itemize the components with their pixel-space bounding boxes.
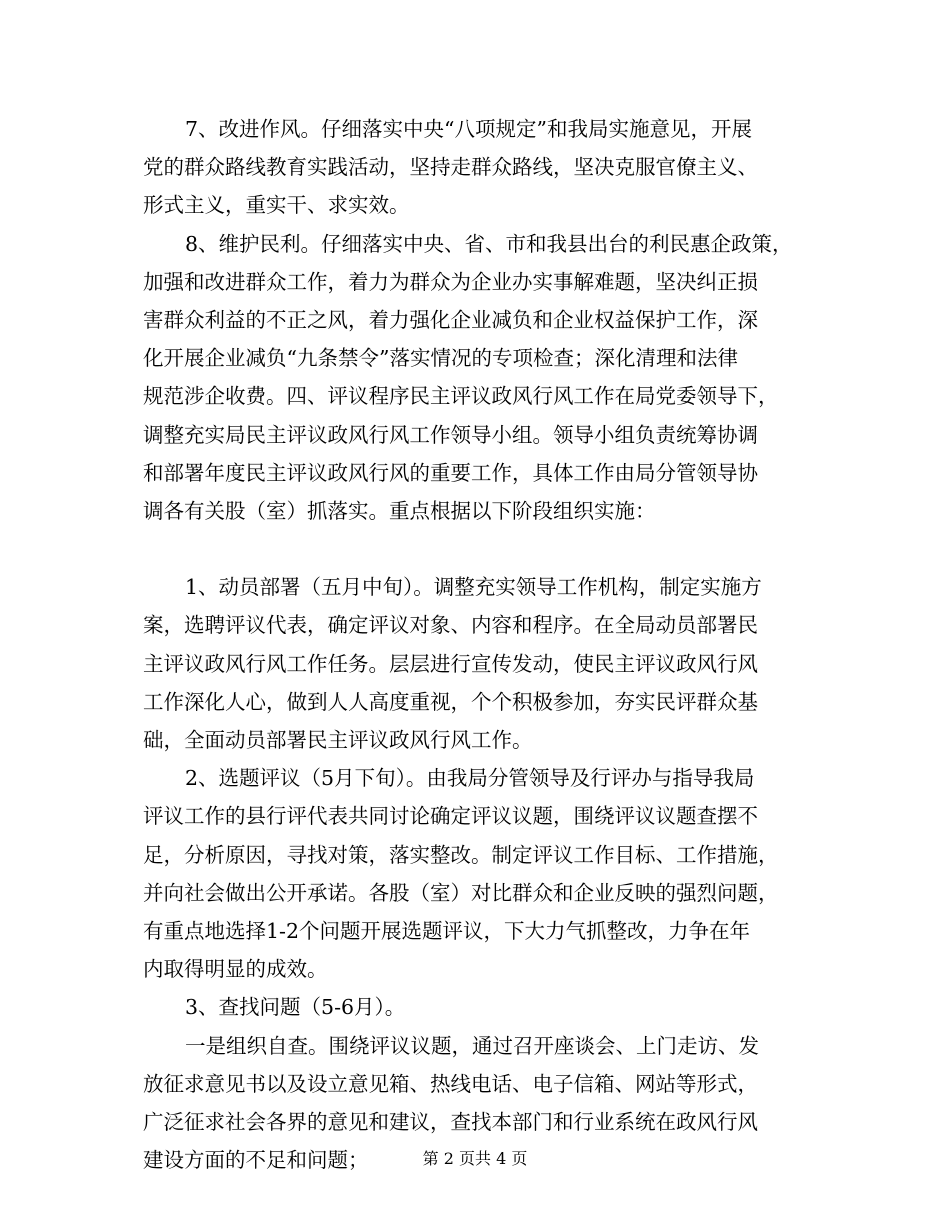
text-line: 8、维护民利。仔细落实中央、省、市和我县出台的利民惠企政策， xyxy=(185,231,793,256)
text-line: 调整充实局民主评议政风行风工作领导小组。领导小组负责统筹协调 xyxy=(143,422,758,447)
text-line: 一是组织自查。围绕评议议题，通过召开座谈会、上门走访、发 xyxy=(185,1033,759,1058)
text-line: 有重点地选择1-2个问题开展选题评议，下大力气抓整改，力争在年 xyxy=(143,918,751,943)
text-line: 础，全面动员部署民主评议政风行风工作。 xyxy=(143,728,533,752)
text-line: 调各有关股（室）抓落实。重点根据以下阶段组织实施： xyxy=(143,498,656,523)
text-line: 工作深化人心，做到人人高度重视，个个积极参加，夯实民评群众基 xyxy=(143,689,758,714)
text-line: 2、选题评议（5月下旬）。由我局分管领导及行评办与指导我局 xyxy=(185,766,755,791)
text-line: 足，分析原因，寻找对策，落实整改。制定评议工作目标、工作措施， xyxy=(143,842,779,867)
text-line: 广泛征求社会各界的意见和建议，查找本部门和行业系统在政风行风 xyxy=(143,1109,758,1134)
text-line: 放征求意见书以及设立意见箱、热线电话、电子信箱、网站等形式， xyxy=(143,1071,758,1096)
text-line: 党的群众路线教育实践活动，坚持走群众路线，坚决克服官僚主义、 xyxy=(143,155,758,180)
text-line: 评议工作的县行评代表共同讨论确定评议议题，围绕评议议题查摆不 xyxy=(143,804,758,829)
paragraph-3-find-problems xyxy=(143,988,823,1026)
text-line: 主评议政风行风工作任务。层层进行宣传发动，使民主评议政风行风 xyxy=(143,651,758,676)
text-line: 加强和改进群众工作，着力为群众为企业办实事解难题，坚决纠正损 xyxy=(143,269,758,294)
text-line: 内取得明显的成效。 xyxy=(143,957,328,982)
paragraph-1-mobilization xyxy=(143,568,823,759)
text-line: 案，选聘评议代表，确定评议对象、内容和程序。在全局动员部署民 xyxy=(143,613,758,638)
paragraph-2-topic-review xyxy=(143,759,823,988)
text-line: 并向社会做出公开承诺。各股（室）对比群众和企业反映的强烈问题， xyxy=(143,880,779,905)
text-line: 3、查找问题（5-6月）。 xyxy=(185,995,406,1020)
text-line: 1、动员部署（五月中旬）。调整充实领导工作机构，制定实施方 xyxy=(185,575,762,600)
text-line: 规范涉企收费。四、评议程序民主评议政风行风工作在局党委领导下， xyxy=(143,384,779,409)
document-body xyxy=(143,110,823,1179)
text-line: 建设方面的不足和问题； xyxy=(143,1148,369,1173)
paragraph-7-improve-style xyxy=(143,110,823,225)
text-line: 化开展企业减负“九条禁令”落实情况的专项检查；深化清理和法律 xyxy=(143,346,738,371)
paragraph-8-protect-interests xyxy=(143,225,823,569)
text-line: 和部署年度民主评议政风行风的重要工作，具体工作由局分管领导协 xyxy=(143,460,758,485)
text-line: 7、改进作风。仔细落实中央“八项规定”和我局实施意见，开展 xyxy=(185,117,753,141)
text-line xyxy=(143,530,823,568)
page-number-footer: 第 2 页共 4 页 xyxy=(422,1149,528,1168)
text-line: 害群众利益的不正之风，着力强化企业减负和企业权益保护工作，深 xyxy=(143,307,758,332)
text-line: 形式主义，重实干、求实效。 xyxy=(143,193,410,218)
